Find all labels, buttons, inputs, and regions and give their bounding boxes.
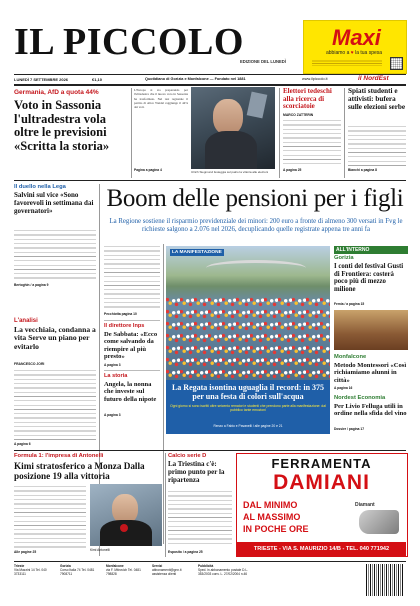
ad-ferramenta-title: FERRAMENTA <box>271 456 372 471</box>
storia-pagina: A pagina 3 <box>104 413 121 417</box>
calcio-headline[interactable]: La Triestina c'è: primo punto per la ripartenza <box>168 460 225 484</box>
barcode-icon <box>366 564 404 596</box>
footer-text: Via Mazzini 14 Tel. 040 3733111 <box>14 568 47 576</box>
duello-text <box>14 228 96 282</box>
spiati-headline[interactable]: Spiati studenti e attivisti: bufera sulle elezioni serbe <box>348 87 406 111</box>
spiati-text <box>348 124 406 166</box>
duello-author: Bertoghin / a pagina 9 <box>14 283 49 287</box>
footer-label: Pubblicità <box>198 564 214 568</box>
masthead-title: IL PICCOLO <box>14 21 244 63</box>
footer-label: Trieste <box>14 564 25 568</box>
ad-line1: DAL MINIMO <box>243 500 298 510</box>
analisi-author: FRANCESCO JORI <box>14 362 45 366</box>
formula1-pagina: Alle pagine 25 <box>14 550 37 554</box>
footer <box>14 564 406 600</box>
calcio-pagina: Esposito / a pagina 25 <box>168 550 203 554</box>
qr-code-icon <box>390 57 403 70</box>
maxi-fineprint <box>312 59 382 66</box>
analisi-pagina: A pagina 6 <box>14 442 31 446</box>
storia-headline[interactable]: Angela, la nonna che investe sul futuro della nipote <box>104 381 157 403</box>
ad-damiani-brand: DAMIANI <box>273 471 370 494</box>
calcio-kicker: Calcio serie D <box>168 453 207 459</box>
footer-label: Servizi <box>152 564 163 568</box>
maxi-tagline-post: la tua spesa <box>355 50 383 56</box>
manifestazione-subhead: Ogni giorno si sono iscritti oltre seicento rematori e studenti che prendono parte alla manifestazione: dal pubblico tante emozioni <box>170 404 326 413</box>
footer-text: abbonamenti@gnn.it assistenza clienti <box>152 568 182 576</box>
analisi-headline[interactable]: La vecchiaia, condanna a vita Serve un piano per evitarlo <box>14 325 96 351</box>
analisi-text <box>14 368 96 440</box>
ad-line2: AL MASSIMO <box>243 512 301 522</box>
inps-headline[interactable]: De Sabbata: «Ecco come salvando da riempire al più presto» <box>104 331 158 361</box>
maxi-tagline <box>326 50 382 56</box>
formula1-text <box>14 484 86 548</box>
interno-1-kicker: Gorizia <box>334 255 354 261</box>
interno-2-pagina: A pagina 16 <box>334 386 353 390</box>
formula1-headline[interactable]: Kimi stratosferico a Monza Dalla posizione 19 alla vittoria <box>14 461 145 482</box>
footer-col-servizi <box>152 564 194 576</box>
germania-headline[interactable]: Voto in Sassonia l'ultradestra vola oltre le previsioni «Scritta la storia» <box>14 98 110 153</box>
kimi-caption: Kimi Antonelli <box>90 548 110 552</box>
masthead-date: LUNEDÌ 7 SETTEMBRE 2026 <box>14 77 69 82</box>
photo-regata <box>166 246 330 380</box>
footer-label: Gorizia <box>60 564 71 568</box>
footer-col-gorizia <box>60 564 102 576</box>
masthead-edition: EDIZIONE DEL LUNEDÌ <box>240 59 286 64</box>
manifestazione-headline: La Regata isontina uguaglia il record: in 375 per una festa di colori sull'acqua <box>171 383 325 401</box>
calcio-text <box>168 489 232 547</box>
masthead-price: €1,10 <box>92 77 103 82</box>
maxi-brand: Maxi <box>332 25 381 50</box>
nordest-logo: il NordEst <box>358 75 389 82</box>
footer-col-trieste <box>14 564 56 576</box>
footer-text: Sped. in abbonamento postale D.L. 353/2003 conv. L. 27/02/2004 n.46 <box>198 568 248 576</box>
top-story-caption: Ulrich Siegmund festeggia sul palco la vittoria alle elezioni <box>191 170 269 174</box>
ad-address: TRIESTE - VIA S. MAURIZIO 14/B - TEL. 040 771942 <box>237 542 406 556</box>
masthead-website[interactable]: www.ilpiccolo.it <box>302 77 328 81</box>
formula1-kicker: Formula 1: l'impresa di Antonelli <box>14 453 104 459</box>
photo-ulrich-siegmund <box>191 87 275 169</box>
footer-col-pubblicita <box>198 564 262 576</box>
interno-1-pagina: Femia / a pagina 15 <box>334 302 365 306</box>
interno-label: ALL'INTERNO <box>334 246 408 254</box>
main-pagina: Pecchiotta pagina 10 <box>104 312 137 316</box>
inps-pagina: A pagina 3 <box>104 363 121 367</box>
ad-line3: IN POCHE ORE <box>243 524 309 534</box>
elettori-pagina: A pagina 25 <box>283 168 302 172</box>
photo-kimi-antonelli <box>90 484 162 546</box>
key-icon <box>359 510 399 534</box>
maxi-tagline-pre: abbiamo a <box>326 50 350 56</box>
manifestazione-box[interactable] <box>166 380 330 434</box>
main-standfirst: La Regione sostiene il risparmio previdenziale dei minori: 200 euro a fronte di almeno 300 versati in Fvg le richieste salgono a 2.076 nel 2026, decuplicando quelle registrate appena tre anni fa <box>109 218 403 234</box>
footer-text: via F. Mitrovich Tel. 0481 798828 <box>106 568 141 576</box>
duello-kicker: Il duello nella Lega <box>14 184 66 190</box>
ad-ferramenta-damiani[interactable] <box>236 453 408 557</box>
germania-kicker: Germania, AfD a quota 44% <box>14 89 99 96</box>
duello-headline[interactable]: Salvini sul vice «Sono favorevoli in settimana dai governatori» <box>14 191 94 215</box>
photo-gusti-frontiera <box>334 310 408 350</box>
main-headline[interactable]: Boom delle pensioni per i figli <box>106 185 404 212</box>
interno-3-pagina: Dossier / pagina 17 <box>334 427 365 431</box>
footer-label: Monfalcone <box>106 564 124 568</box>
spiati-pagina: Bianchi a pagina 8 <box>348 168 377 172</box>
heart-icon: ♥ <box>350 50 354 56</box>
interno-3-headline[interactable]: Per Livio Felluga utili in ordine nella sfida del vino <box>334 403 407 418</box>
inps-kicker: Il direttore Inps <box>104 323 145 329</box>
ad-badge: Diamant <box>355 502 375 508</box>
interno-1-headline[interactable]: I conti del festival Gusti di Frontiera: costerà poco più di mezzo milione <box>334 263 404 293</box>
main-body-col1 <box>104 244 160 310</box>
top-story-pagina: Pagina a pagina 4 <box>134 168 162 172</box>
manifestazione-pagina: Renzo a Fabio e Pavanelli / alle pagine 20 e 21 <box>213 424 283 428</box>
analisi-kicker: L'analisi <box>14 318 38 324</box>
elettori-author: MARCO ZATTERIN <box>283 113 314 117</box>
storia-kicker: La storia <box>104 373 128 379</box>
footer-text: Corso Italia 74 Tel. 0481 7908711 <box>60 568 95 576</box>
top-story-lead: L'Europa si sta preparando per l'ultradestra che il nuovo voto in Sassonia ha trasformato. Nel test regionale il partito di Alice Weidel raggiunge il 44% dei voti. <box>134 88 188 110</box>
masthead-affiliation: Quotidiano di Gorizia e Monfalcone — Fondato nel 1881 <box>145 77 246 81</box>
elettori-text <box>283 118 341 166</box>
elettori-headline[interactable]: Elettori tedeschi alla ricerca di scorciatoie <box>283 87 332 111</box>
manifestazione-kicker: LA MANIFESTAZIONE <box>172 250 222 255</box>
interno-2-kicker: Monfalcone <box>334 354 367 360</box>
interno-3-kicker: Nordest Economia <box>334 395 386 401</box>
footer-col-monfalcone <box>106 564 148 576</box>
ad-maxi[interactable] <box>303 20 407 74</box>
interno-2-headline[interactable]: Metodo Montessori «Così richiamiamo alunni in città» <box>334 362 407 384</box>
